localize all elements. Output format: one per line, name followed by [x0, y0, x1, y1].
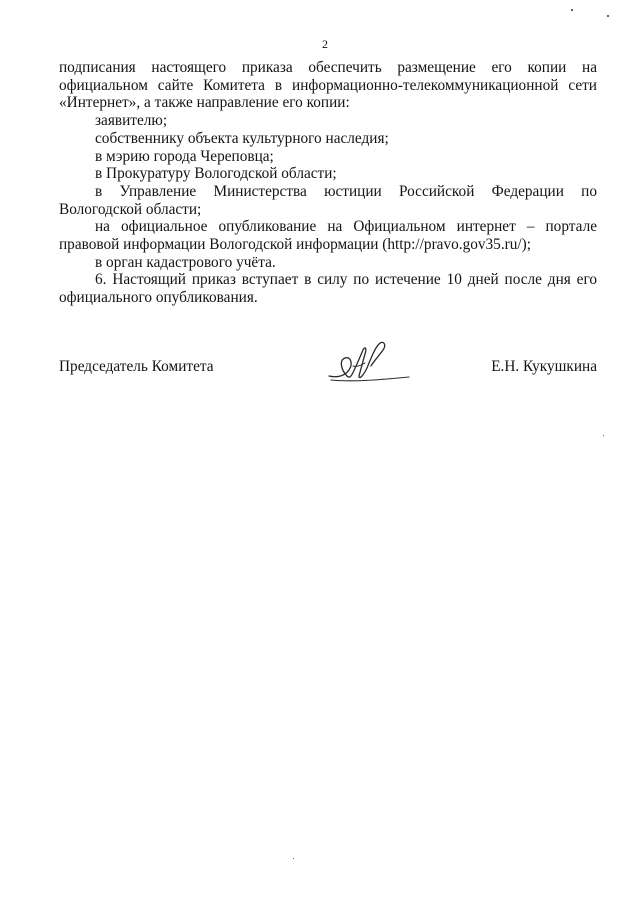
paragraph-publication: подписания настоящего приказа обеспечить размещение его копии на официальном сайте Комитета в информационно-телекоммуникационной сети «Интернет», а также направление его копии:: [59, 59, 597, 112]
scan-speck: [571, 9, 573, 11]
paragraph-effective-date: 6. Настоящий приказ вступает в силу по истечение 10 дней после дня его официального опубликования.: [59, 271, 597, 307]
list-item-official-publication: на официальное опубликование на Официальном интернет – портале правовой информации Вологодской информации (http://pravo.gov35.ru/);: [59, 218, 597, 254]
list-item-applicant: заявителю;: [95, 112, 168, 130]
list-item-justice-ministry: в Управление Министерства юстиции Российской Федерации по Вологодской области;: [59, 182, 597, 218]
list-item-cadastral: в орган кадастрового учёта.: [95, 253, 276, 271]
handwritten-signature: [323, 336, 413, 386]
scan-speck: [293, 858, 294, 859]
scan-speck: [607, 15, 609, 17]
list-item-city-hall: в мэрию города Череповца;: [95, 147, 274, 165]
list-item-prosecutor: в Прокуратуру Вологодской области;: [95, 165, 337, 183]
document-body: [59, 59, 597, 307]
scan-speck: [603, 435, 604, 436]
signatory-name: Е.Н. Кукушкина: [491, 358, 597, 375]
signatory-title: Председатель Комитета: [59, 358, 214, 375]
signature-block: [59, 358, 597, 388]
list-item-owner: собственнику объекта культурного наследия;: [95, 129, 389, 147]
page-number: 2: [322, 37, 328, 51]
